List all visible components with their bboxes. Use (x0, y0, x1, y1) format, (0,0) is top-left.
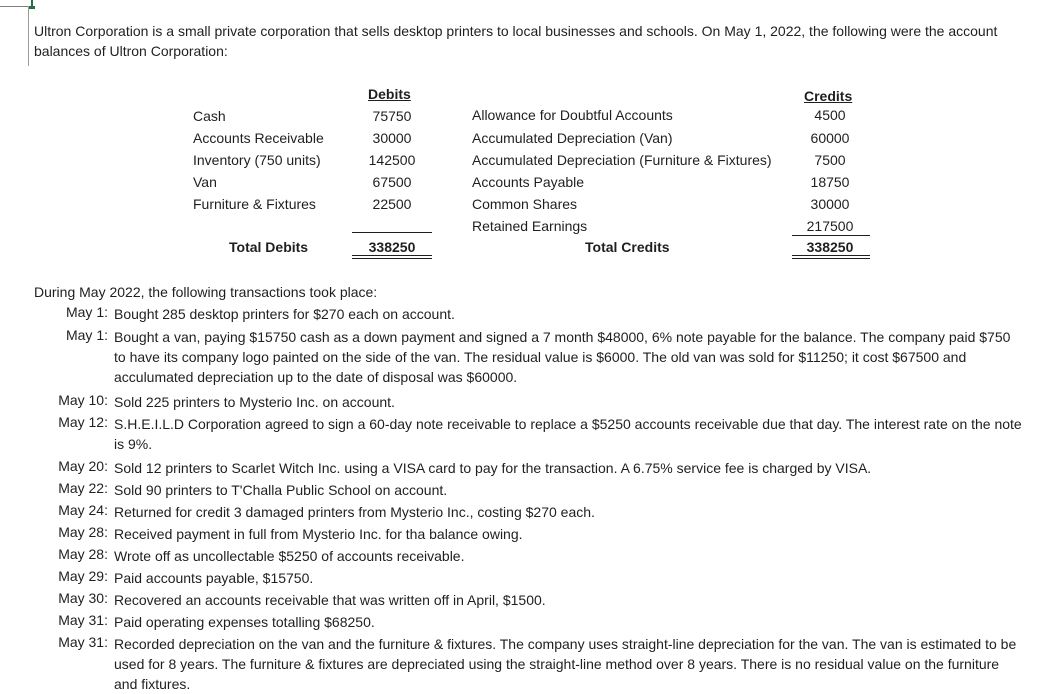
transaction-date: May 22: (58, 480, 108, 496)
transaction-text: Paid operating expenses totalling $68250. (114, 614, 375, 630)
transaction-date: May 30: (58, 590, 108, 606)
debit-amount: 142500 (368, 152, 416, 168)
credit-amount: 7500 (814, 152, 846, 168)
credit-amount: 60000 (810, 130, 850, 146)
total-credits-label: Total Credits (585, 239, 670, 255)
debit-amount: 22500 (372, 196, 412, 212)
transaction-text: Sold 90 printers to T'Challa Public School on account. (114, 482, 448, 498)
transaction-date: May 28: (58, 524, 108, 540)
cell-selection-handle (29, 6, 35, 9)
debit-amount: 67500 (372, 174, 412, 190)
debit-account: Accounts Receivable (193, 130, 324, 146)
transaction-date: May 20: (58, 458, 108, 474)
transaction-text: Bought a van, paying $15750 cash as a down payment and signed a 7 month $48000, 6% note payable for the balance. The company paid $750 to have its company logo painted on the side of the van. The residual value is $6000. The old van was sold for $11250; it cost $67500 and acculumated depreciation up to the date of disposal was $60000. (114, 329, 1011, 385)
credit-amount: 4500 (814, 107, 846, 123)
transaction-text: Returned for credit 3 damaged printers from Mysterio Inc., costing $270 each. (114, 504, 595, 520)
credit-account: Accounts Payable (472, 174, 585, 190)
credit-amount: 18750 (810, 174, 850, 190)
credit-account: Accumulated Depreciation (Furniture & Fixtures) (472, 152, 772, 168)
transaction-text: Sold 225 printers to Mysterio Inc. on account. (114, 394, 395, 410)
debit-account: Cash (193, 108, 226, 124)
total-credits-amount: 338250 (806, 239, 854, 255)
debit-account: Van (193, 174, 217, 190)
transaction-date: May 10: (58, 392, 108, 408)
debit-account: Inventory (750 units) (193, 152, 321, 168)
transaction-date: May 29: (58, 568, 108, 584)
transaction-text: Sold 12 printers to Scarlet Witch Inc. using a VISA card to pay for the transaction. A 6.75% service fee is charged by VISA. (114, 460, 872, 476)
transaction-text: Paid accounts payable, $15750. (114, 570, 314, 586)
credit-amount: 217500 (806, 218, 854, 234)
debits-total-double-line (352, 255, 432, 259)
credit-account: Accumulated Depreciation (Van) (472, 130, 673, 146)
transaction-date: May 1: (65, 304, 108, 320)
transaction-date: May 31: (58, 612, 108, 628)
transaction-text: S.H.E.I.L.D Corporation agreed to sign a 60-day note receivable to replace a $5250 accounts receivable due that day. The interest rate on the note is 9%. (114, 416, 1022, 452)
transaction-text: Wrote off as uncollectable $5250 of accounts receivable. (114, 548, 465, 564)
credits-total-double-line (792, 255, 870, 259)
credit-account: Common Shares (472, 196, 578, 212)
transaction-date: May 31: (58, 634, 108, 650)
debits-header: Debits (368, 86, 411, 102)
credits-subtotal-line (792, 235, 870, 236)
credit-amount: 30000 (810, 196, 850, 212)
debit-account: Furniture & Fixtures (193, 196, 316, 212)
transactions-intro: During May 2022, the following transactions took place: (34, 284, 378, 300)
total-debits-label: Total Debits (229, 239, 309, 255)
debit-amount: 30000 (372, 130, 412, 146)
debits-subtotal-line (352, 232, 432, 233)
intro-paragraph: Ultron Corporation is a small private corporation that sells desktop printers to local businesses and schools. On May 1, 2022, the following were the account balances of Ultron Corporation: (34, 23, 998, 59)
debit-amount: 75750 (372, 108, 412, 124)
transaction-text: Recovered an accounts receivable that was written off in April, $1500. (114, 592, 546, 608)
sheet-left-border (28, 6, 29, 66)
transaction-date: May 12: (58, 414, 108, 430)
transaction-text: Bought 285 desktop printers for $270 each on account. (114, 306, 455, 322)
transaction-date: May 24: (58, 502, 108, 518)
transaction-text: Received payment in full from Mysterio Inc. for tha balance owing. (114, 526, 523, 542)
transaction-date: May 28: (58, 546, 108, 562)
credit-account: Allowance for Doubtful Accounts (472, 107, 673, 123)
transaction-text: Recorded depreciation on the van and the furniture & fixtures. The company uses straight-line depreciation for the van. The van is estimated to be used for 8 years. The furniture & fixtures are depreciated using the straight-line method over 8 years. There is no residual value on the furniture and fixtures. (114, 636, 1017, 692)
credit-account: Retained Earnings (472, 218, 588, 234)
transaction-date: May 1: (65, 327, 108, 343)
total-debits-amount: 338250 (368, 239, 416, 255)
credits-header: Credits (804, 88, 853, 104)
